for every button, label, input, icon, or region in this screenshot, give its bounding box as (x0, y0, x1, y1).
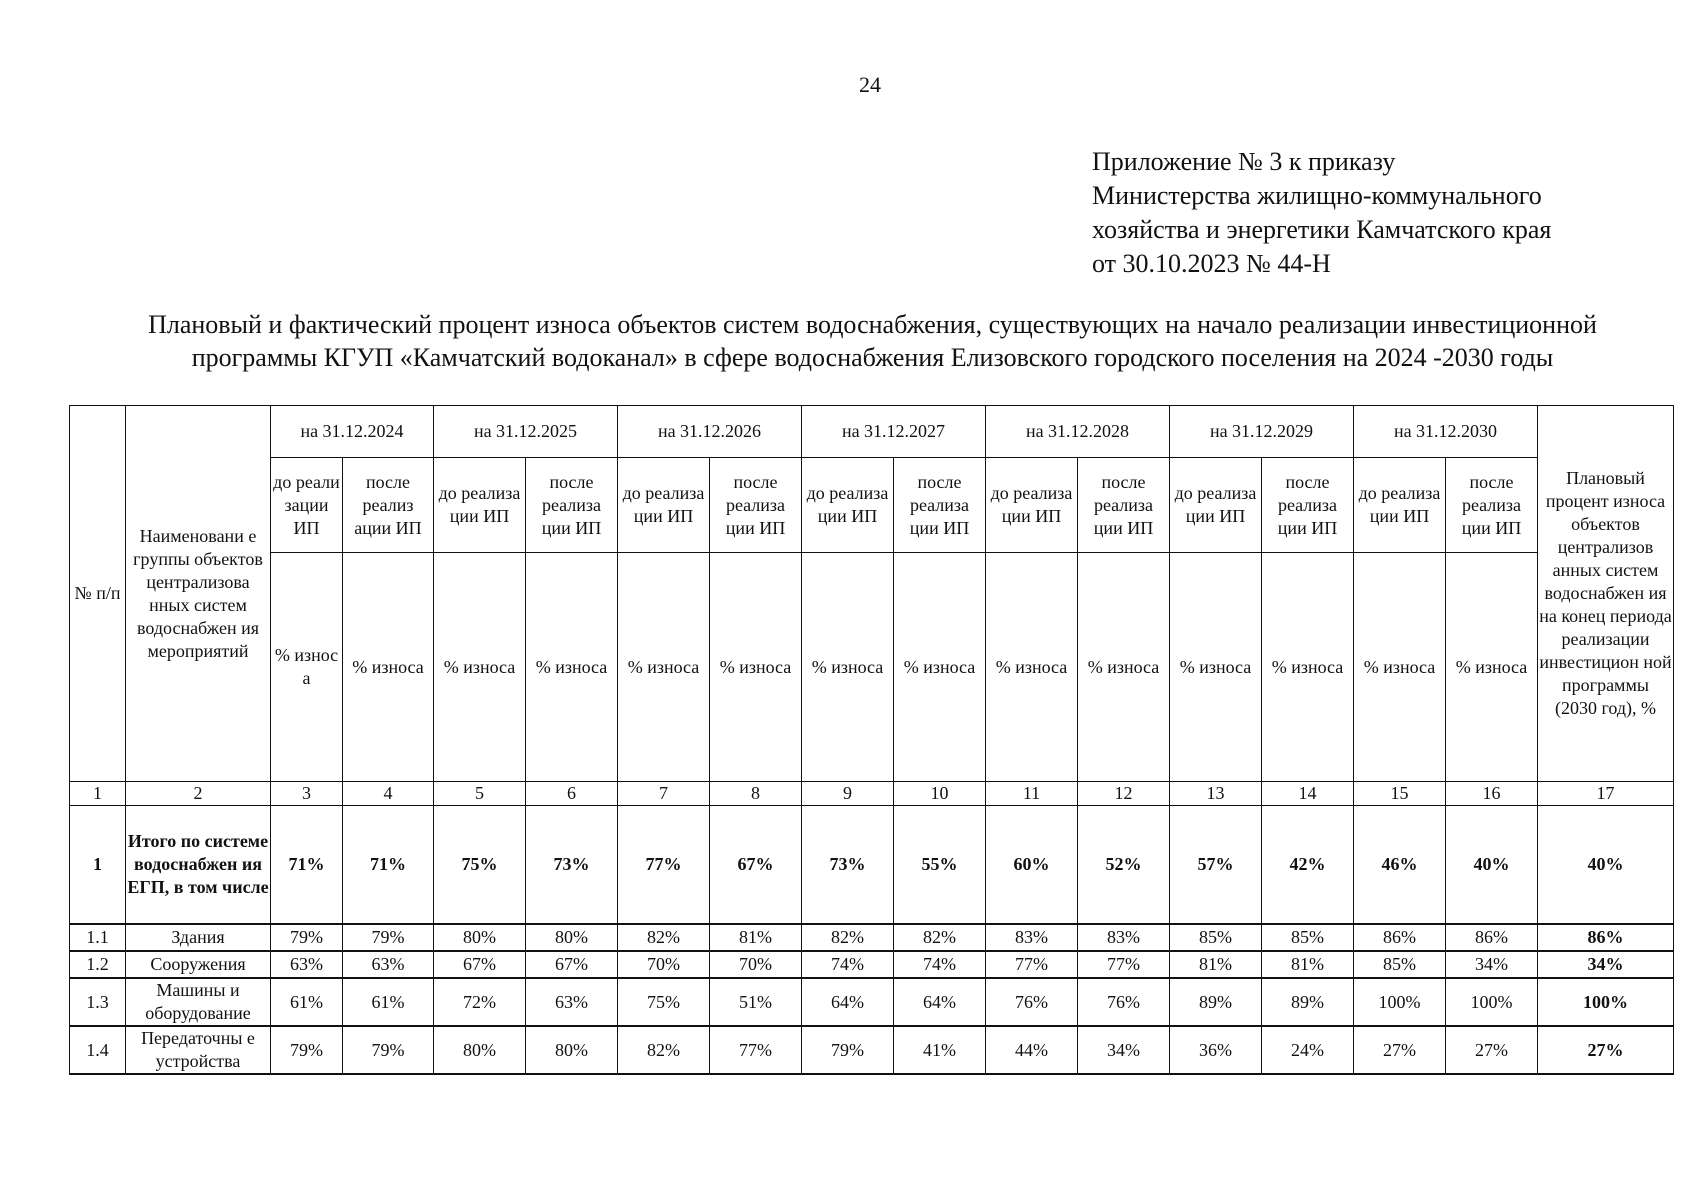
cell-value: 89% (1262, 978, 1354, 1026)
cell-value: 79% (343, 924, 434, 951)
header-year: на 31.12.2027 (802, 406, 986, 458)
cell-value: 75% (618, 978, 710, 1026)
cell-value: 86% (1446, 924, 1538, 951)
header-phase-after: после реализа ции ИП (894, 458, 986, 553)
column-number: 5 (434, 782, 526, 806)
header-phase-before: до реализа ции ИП (434, 458, 526, 553)
cell-value: 85% (1354, 951, 1446, 978)
appendix-line: Приложение № 3 к приказу (1092, 147, 1396, 176)
cell-value: 34% (1446, 951, 1538, 978)
cell-value: 100% (1446, 978, 1538, 1026)
cell-value: 79% (271, 1026, 343, 1074)
header-phase-before: до реализа ции ИП (802, 458, 894, 553)
row-num: 1 (70, 806, 126, 925)
row-num: 1.3 (70, 978, 126, 1026)
header-unit: % износа (434, 553, 526, 782)
appendix-note (1092, 145, 1551, 281)
cell-value: 82% (802, 924, 894, 951)
cell-planned: 27% (1538, 1026, 1674, 1074)
column-number: 11 (986, 782, 1078, 806)
cell-value: 79% (271, 924, 343, 951)
header-phase-before: до реализа ции ИП (1354, 458, 1446, 553)
cell-value: 85% (1170, 924, 1262, 951)
row-name: Машины и оборудование (126, 978, 271, 1026)
cell-value: 86% (1354, 924, 1446, 951)
header-phase-after: после реализа ции ИП (526, 458, 618, 553)
header-phase-before: до реализа ции ИП (986, 458, 1078, 553)
cell-value: 77% (710, 1026, 802, 1074)
cell-value: 80% (526, 924, 618, 951)
header-unit: % износа (526, 553, 618, 782)
cell-value: 60% (986, 806, 1078, 925)
header-phase-before: до реализа ции ИП (618, 458, 710, 553)
header-phase-after: после реализ ации ИП (343, 458, 434, 553)
cell-value: 41% (894, 1026, 986, 1074)
cell-planned: 40% (1538, 806, 1674, 925)
header-year: на 31.12.2025 (434, 406, 618, 458)
cell-value: 76% (1078, 978, 1170, 1026)
cell-value: 51% (710, 978, 802, 1026)
header-year: на 31.12.2030 (1354, 406, 1538, 458)
column-number: 7 (618, 782, 710, 806)
column-number: 2 (126, 782, 271, 806)
cell-value: 71% (271, 806, 343, 925)
cell-value: 34% (1078, 1026, 1170, 1074)
cell-value: 27% (1354, 1026, 1446, 1074)
cell-value: 67% (526, 951, 618, 978)
header-unit: % износа (1446, 553, 1538, 782)
cell-value: 75% (434, 806, 526, 925)
header-unit: % износа (802, 553, 894, 782)
cell-value: 80% (434, 924, 526, 951)
column-number: 15 (1354, 782, 1446, 806)
header-unit: % износа (710, 553, 802, 782)
cell-value: 77% (618, 806, 710, 925)
row-name: Передаточны е устройства (126, 1026, 271, 1074)
header-unit: % износа (894, 553, 986, 782)
cell-value: 89% (1170, 978, 1262, 1026)
header-phase-before: до реализа ции ИП (1170, 458, 1262, 553)
header-planned: Плановый процент износа объектов централизов анных систем водоснабжен ия на конец периода реализации инвестицион ной программы (2030 год), % (1538, 406, 1674, 782)
header-unit: % износа (343, 553, 434, 782)
cell-value: 70% (618, 951, 710, 978)
cell-value: 63% (343, 951, 434, 978)
header-unit: % износа (1262, 553, 1354, 782)
cell-value: 71% (343, 806, 434, 925)
cell-value: 42% (1262, 806, 1354, 925)
cell-value: 63% (526, 978, 618, 1026)
column-number: 12 (1078, 782, 1170, 806)
header-num: № п/п (70, 406, 126, 782)
column-number: 14 (1262, 782, 1354, 806)
table-row (70, 1026, 1674, 1074)
row-num: 1.2 (70, 951, 126, 978)
header-unit: % износа (1170, 553, 1262, 782)
cell-value: 83% (1078, 924, 1170, 951)
cell-value: 44% (986, 1026, 1078, 1074)
header-unit: % износа (618, 553, 710, 782)
cell-value: 70% (710, 951, 802, 978)
row-name: Итого по системе водоснабжен ия ЕГП, в том числе (126, 806, 271, 925)
cell-value: 36% (1170, 1026, 1262, 1074)
header-year: на 31.12.2026 (618, 406, 802, 458)
appendix-line: от 30.10.2023 № 44-Н (1092, 249, 1331, 278)
cell-value: 79% (343, 1026, 434, 1074)
header-phase-after: после реализа ции ИП (1262, 458, 1354, 553)
cell-value: 27% (1446, 1026, 1538, 1074)
cell-value: 61% (271, 978, 343, 1026)
header-phase-after: после реализа ции ИП (1078, 458, 1170, 553)
cell-value: 77% (986, 951, 1078, 978)
header-year: на 31.12.2029 (1170, 406, 1354, 458)
cell-planned: 34% (1538, 951, 1674, 978)
cell-value: 73% (526, 806, 618, 925)
cell-value: 52% (1078, 806, 1170, 925)
column-number: 16 (1446, 782, 1538, 806)
cell-value: 80% (526, 1026, 618, 1074)
row-name: Здания (126, 924, 271, 951)
header-name: Наименовани е группы объектов централизова нных систем водоснабжен ия мероприятий (126, 406, 271, 782)
cell-value: 81% (710, 924, 802, 951)
column-number: 13 (1170, 782, 1262, 806)
header-unit: % износ а (271, 553, 343, 782)
wear-table (69, 405, 1674, 1075)
row-name: Сооружения (126, 951, 271, 978)
title-line: Плановый и фактический процент износа объектов систем водоснабжения, существующих на начало реализации инвестиционной (148, 310, 1597, 339)
cell-value: 73% (802, 806, 894, 925)
header-year: на 31.12.2024 (271, 406, 434, 458)
cell-value: 24% (1262, 1026, 1354, 1074)
column-number: 17 (1538, 782, 1674, 806)
cell-value: 63% (271, 951, 343, 978)
cell-planned: 86% (1538, 924, 1674, 951)
table-row-total (70, 806, 1674, 925)
cell-value: 83% (986, 924, 1078, 951)
header-phase-after: после реализа ции ИП (1446, 458, 1538, 553)
table-row (70, 978, 1674, 1026)
cell-value: 79% (802, 1026, 894, 1074)
cell-value: 82% (618, 924, 710, 951)
page-number: 24 (859, 72, 881, 97)
cell-value: 46% (1354, 806, 1446, 925)
row-num: 1.1 (70, 924, 126, 951)
cell-value: 74% (802, 951, 894, 978)
column-number: 6 (526, 782, 618, 806)
cell-value: 77% (1078, 951, 1170, 978)
column-number: 3 (271, 782, 343, 806)
cell-value: 67% (710, 806, 802, 925)
cell-value: 82% (618, 1026, 710, 1074)
column-number: 1 (70, 782, 126, 806)
header-phase-before: до реали зации ИП (271, 458, 343, 553)
cell-value: 74% (894, 951, 986, 978)
cell-value: 67% (434, 951, 526, 978)
header-unit: % износа (1354, 553, 1446, 782)
title-line: программы КГУП «Камчатский водоканал» в сфере водоснабжения Елизовского городского поселения на 2024 -2030 годы (191, 343, 1554, 372)
table-row (70, 924, 1674, 951)
header-unit: % износа (986, 553, 1078, 782)
appendix-line: хозяйства и энергетики Камчатского края (1092, 215, 1552, 244)
cell-value: 82% (894, 924, 986, 951)
column-number: 10 (894, 782, 986, 806)
cell-value: 81% (1170, 951, 1262, 978)
appendix-line: Министерства жилищно-коммунального (1092, 181, 1542, 210)
document-title (40, 308, 1698, 374)
cell-value: 72% (434, 978, 526, 1026)
cell-value: 64% (802, 978, 894, 1026)
cell-value: 81% (1262, 951, 1354, 978)
cell-value: 55% (894, 806, 986, 925)
header-unit: % износа (1078, 553, 1170, 782)
header-year: на 31.12.2028 (986, 406, 1170, 458)
table-row (70, 951, 1674, 978)
header-phase-after: после реализа ции ИП (710, 458, 802, 553)
cell-value: 100% (1354, 978, 1446, 1026)
cell-value: 61% (343, 978, 434, 1026)
row-num: 1.4 (70, 1026, 126, 1074)
cell-value: 76% (986, 978, 1078, 1026)
column-number: 9 (802, 782, 894, 806)
cell-value: 57% (1170, 806, 1262, 925)
column-number: 4 (343, 782, 434, 806)
cell-value: 80% (434, 1026, 526, 1074)
cell-value: 64% (894, 978, 986, 1026)
cell-planned: 100% (1538, 978, 1674, 1026)
cell-value: 40% (1446, 806, 1538, 925)
cell-value: 85% (1262, 924, 1354, 951)
column-number: 8 (710, 782, 802, 806)
